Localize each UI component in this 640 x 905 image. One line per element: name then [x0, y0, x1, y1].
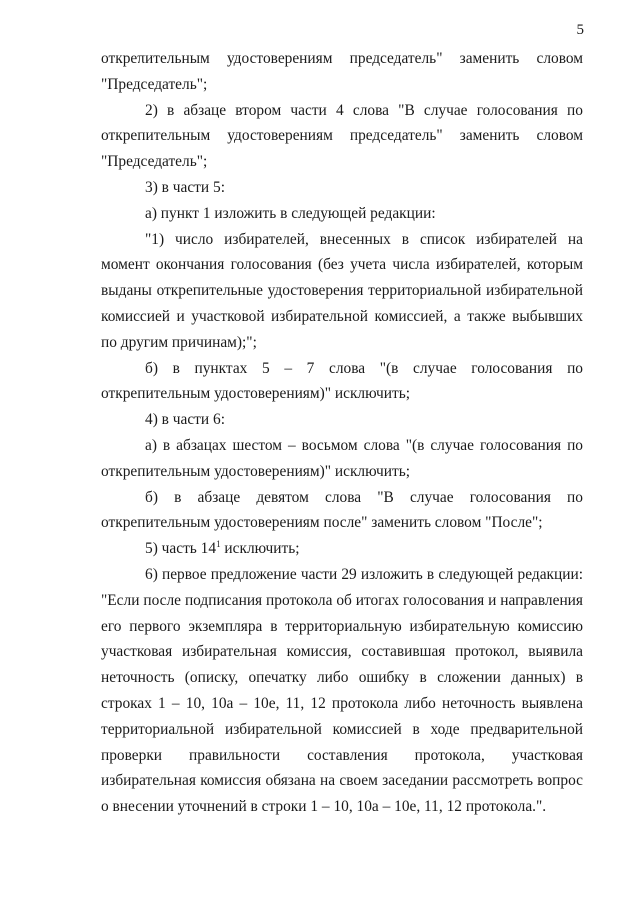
paragraph-item-3a: а) пункт 1 изложить в следующей редакции: [145, 204, 436, 222]
paragraph-item-3b: б) в пунктах 5 – 7 слова "(в случае голосования по открепительным удостоверениям)" исключить; [101, 359, 583, 403]
item-5-tail: исключить; [220, 540, 300, 558]
paragraph-continuation: откреπительным удостоверениям председатель" заменить словом "Председатель"; [101, 50, 583, 93]
paragraph-item-4b: б) в абзаце девятом слова "В случае голосования по открепительным удостоверениям после" заменить словом "После"; [101, 488, 583, 532]
paragraph-item-4a: а) в абзацах шестом – восьмом слова "(в случае голосования по открепительным удостоверениям)" исключить; [101, 436, 583, 480]
page-number: 5 [576, 22, 584, 38]
paragraph-item-6: 6) первое предложение части 29 изложить в следующей редакции: "Если после подписания протокола об итогах голосования и направления его первого экземпляра в территориальную избирательную комиссию участковая избирательная комиссия, составившая протокол, выявила неточность (описку, опечатку либо ошибку в сложении данных) в строках 1 – 10, 10а – 10е, 11, 12 протокола либо неточность выявлена территориальной избирательной комиссией в ходе предварительной проверки правильности составления протокола, участковая избирательная комиссия обязана на своем заседании рассмотреть вопрос о внесении уточнений в строки 1 – 10, 10а – 10е, 11, 12 протокола.". [101, 565, 583, 816]
paragraph-item-2: 2) в абзаце втором части 4 слова "В случае голосования по открепительным удостоверениям председатель" заменить словом "Председатель"; [101, 101, 583, 171]
item-5-text: 5) часть 14 [145, 540, 217, 558]
document-body [101, 46, 583, 820]
paragraph-item-3: 3) в части 5: [145, 178, 225, 196]
paragraph-quoted-point-1: "1) число избирателей, внесенных в список избирателей на момент окончания голосования (без учета числа избирателей, которым выданы открепительные удостоверения территориальной избирательной комиссией и участковой избирательной комиссией, а также выбывших по другим причинам);"; [101, 230, 583, 351]
superscript-index: 1 [216, 539, 221, 550]
paragraph-item-4: 4) в части 6: [145, 411, 225, 429]
paragraph-item-5 [101, 536, 583, 562]
